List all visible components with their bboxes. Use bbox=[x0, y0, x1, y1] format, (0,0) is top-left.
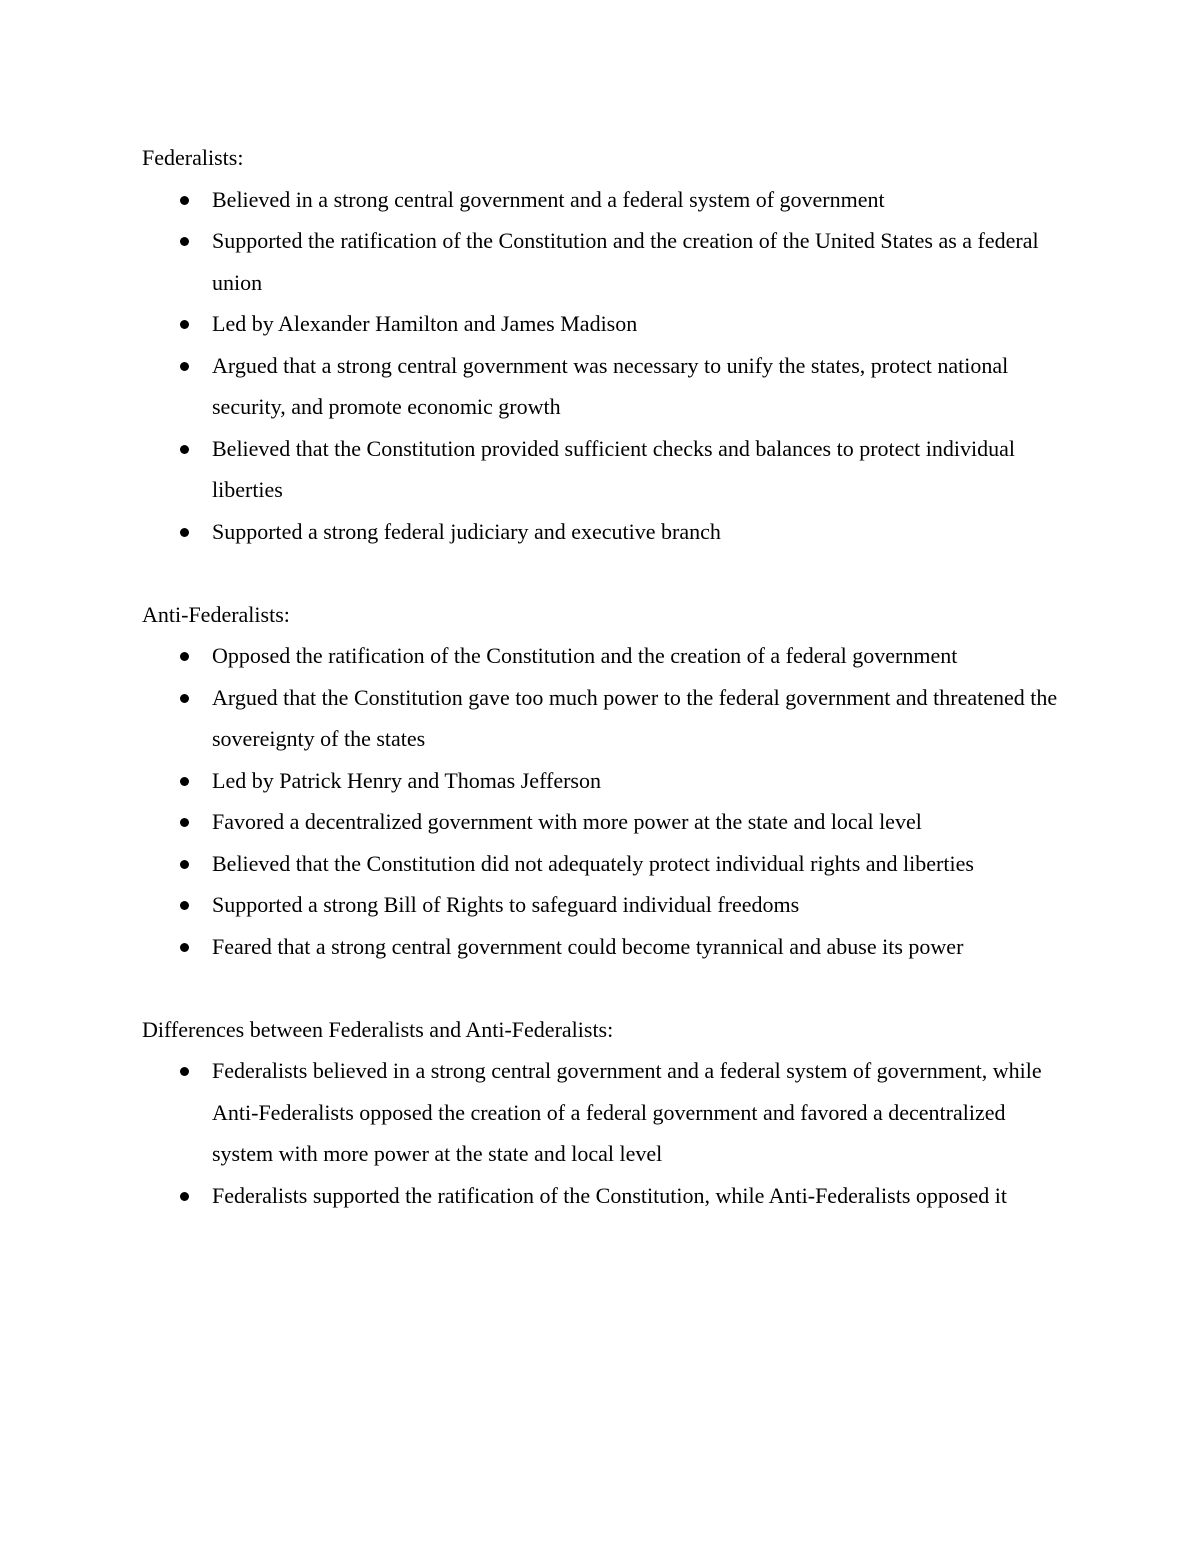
list-item bbox=[142, 428, 1072, 511]
bullet-icon bbox=[180, 777, 189, 786]
list-item bbox=[142, 1050, 1072, 1175]
list-item bbox=[142, 511, 1072, 553]
list-item bbox=[142, 801, 1072, 843]
section-federalists bbox=[142, 137, 1072, 552]
bullet-icon bbox=[180, 860, 189, 869]
list-item bbox=[142, 635, 1072, 677]
list-item bbox=[142, 843, 1072, 885]
bullet-list bbox=[142, 635, 1072, 967]
list-item-text: Argued that a strong central government was necessary to unify the states, protect national security, and promote economic growth bbox=[212, 352, 1009, 419]
list-item bbox=[142, 760, 1072, 802]
list-item-text: Supported a strong federal judiciary and executive branch bbox=[212, 518, 721, 544]
bullet-icon bbox=[180, 362, 189, 371]
list-item bbox=[142, 179, 1072, 221]
bullet-icon bbox=[180, 1067, 189, 1076]
bullet-icon bbox=[180, 528, 189, 537]
list-item bbox=[142, 220, 1072, 303]
section-heading: Anti-Federalists: bbox=[142, 601, 290, 627]
list-item bbox=[142, 345, 1072, 428]
list-item bbox=[142, 884, 1072, 926]
list-item-text: Believed that the Constitution did not adequately protect individual rights and liberties bbox=[212, 850, 974, 876]
list-item bbox=[142, 1175, 1072, 1217]
bullet-icon bbox=[180, 818, 189, 827]
bullet-icon bbox=[180, 1192, 189, 1201]
bullet-icon bbox=[180, 901, 189, 910]
bullet-icon bbox=[180, 694, 189, 703]
bullet-list bbox=[142, 1050, 1072, 1216]
list-item-text: Led by Patrick Henry and Thomas Jefferson bbox=[212, 767, 601, 793]
bullet-icon bbox=[180, 445, 189, 454]
list-item-text: Supported the ratification of the Constitution and the creation of the United States as a federal union bbox=[212, 228, 1039, 295]
list-item-text: Favored a decentralized government with more power at the state and local level bbox=[212, 809, 922, 834]
section-heading: Federalists: bbox=[142, 145, 244, 170]
list-item-text: Argued that the Constitution gave too much power to the federal government and threatened the sovereignty of the states bbox=[212, 684, 1058, 751]
section-differences bbox=[142, 1009, 1072, 1217]
list-item-text: Federalists supported the ratification of the Constitution, while Anti-Federalists opposed it bbox=[212, 1182, 1007, 1208]
bullet-icon bbox=[180, 652, 189, 661]
document-body bbox=[142, 137, 1072, 1216]
list-item-text: Believed that the Constitution provided sufficient checks and balances to protect individual liberties bbox=[212, 435, 1015, 502]
list-item bbox=[142, 303, 1072, 345]
list-item-text: Supported a strong Bill of Rights to safeguard individual freedoms bbox=[212, 892, 800, 917]
section-heading: Differences between Federalists and Anti-Federalists: bbox=[142, 1016, 614, 1042]
bullet-icon bbox=[180, 943, 189, 952]
bullet-icon bbox=[180, 196, 189, 205]
list-item-text: Opposed the ratification of the Constitution and the creation of a federal government bbox=[212, 643, 958, 668]
bullet-icon bbox=[180, 320, 189, 329]
list-item bbox=[142, 677, 1072, 760]
list-item-text: Feared that a strong central government could become tyrannical and abuse its power bbox=[212, 933, 964, 959]
list-item-text: Federalists believed in a strong central government and a federal system of government, while Anti-Federalists opposed the creation of a federal government and favored a decentralized system with more power at the state and local level bbox=[212, 1058, 1042, 1166]
bullet-list bbox=[142, 179, 1072, 553]
list-item-text: Led by Alexander Hamilton and James Madison bbox=[212, 311, 638, 336]
list-item bbox=[142, 926, 1072, 968]
list-item-text: Believed in a strong central government and a federal system of government bbox=[212, 186, 885, 212]
bullet-icon bbox=[180, 237, 189, 246]
section-anti-federalists bbox=[142, 594, 1072, 968]
